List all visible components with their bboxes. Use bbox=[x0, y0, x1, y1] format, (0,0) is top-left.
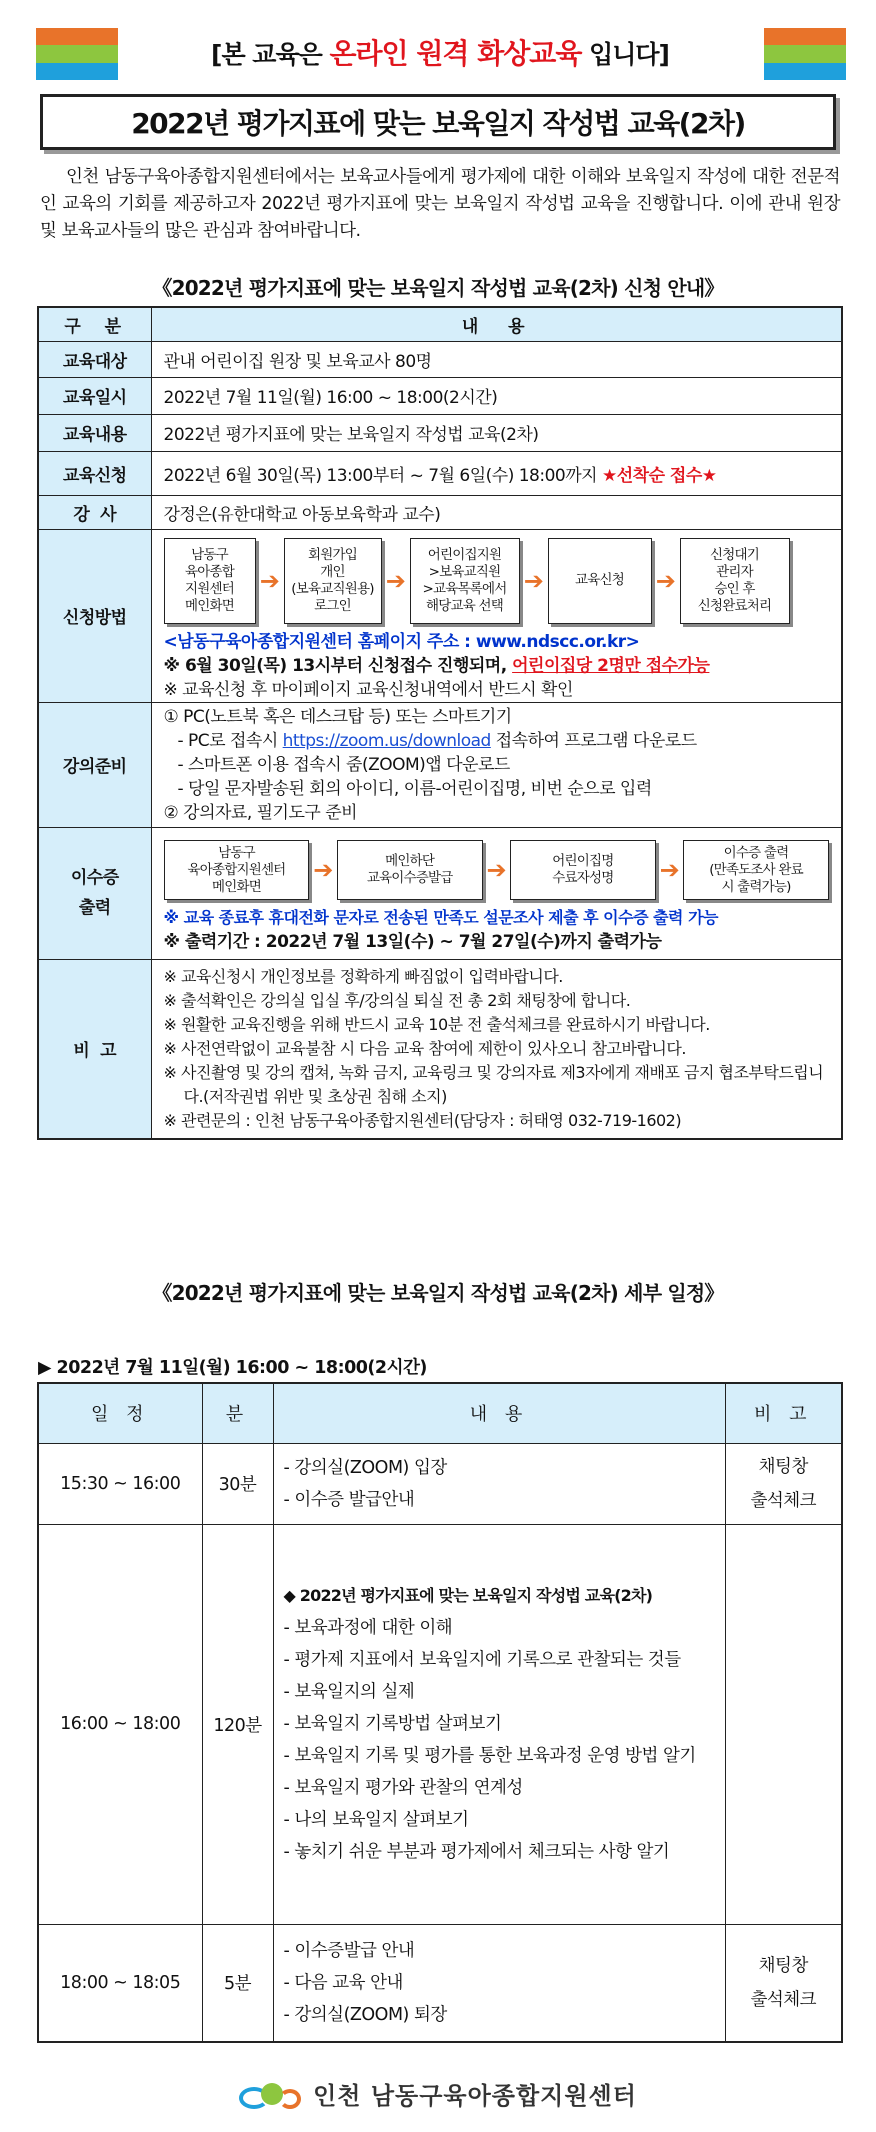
flow-step: 이수증 출력 (만족도조사 완료 시 출력가능) bbox=[683, 840, 829, 900]
intro-paragraph: 인천 남동구육아종합지원센터에서는 보육교사들에게 평가제에 대한 이해와 보육일지 작성에 대한 전문적인 교육의 기회를 제공하고자 2022년 평가지표에 맞는 보육일지 작성법 교육을 진행합니다. 이에 관내 원장 및 보육교사들의 많은 관심과 참여바랍니다. bbox=[40, 167, 840, 241]
schedule-table bbox=[37, 1382, 843, 2043]
schedule-item: - 다음 교육 안내 bbox=[283, 1972, 403, 1993]
schedule-item: - 놓치기 쉬운 부분과 평가제에서 체크되는 사항 알기 bbox=[283, 1842, 670, 1862]
arrow-right-icon: ➔ bbox=[313, 856, 333, 884]
arrow-right-icon: ➔ bbox=[259, 566, 280, 595]
method-note-1: ※ 6월 30일(목) 13시부터 신청접수 진행되며, 어린이집당 2명만 접수가능 bbox=[163, 655, 710, 676]
prep-line: - PC로 접속시 https://zoom.us/download 접속하여 프로그램 다운로드 bbox=[177, 730, 697, 751]
row-label: 강 사 bbox=[38, 495, 151, 529]
schedule-item: - 이수증 발급안내 bbox=[283, 1489, 415, 1510]
flow-step: 남동구 육아종합지원센터 메인화면 bbox=[164, 840, 310, 900]
remark-item: ※ 사전연락없이 교육불참 시 다음 교육 참여에 제한이 있사오니 참고바랍니다. bbox=[163, 1038, 686, 1058]
arrow-right-icon: ➔ bbox=[523, 566, 544, 595]
cert-cell bbox=[151, 827, 842, 959]
minutes-cell: 5분 bbox=[202, 1924, 273, 2042]
minutes-cell: 30분 bbox=[202, 1443, 273, 1524]
flow-step: 교육신청 bbox=[548, 538, 652, 624]
header-note: 비 고 bbox=[725, 1383, 842, 1443]
note-cell bbox=[725, 1524, 842, 1924]
cert-note-2: ※ 출력기간 : 2022년 7월 13일(수) ~ 7월 27일(수)까지 출력가능 bbox=[163, 932, 662, 952]
flow-step: 신청대기 관리자 승인 후 신청완료처리 bbox=[680, 538, 790, 624]
row-label: 신청방법 bbox=[38, 529, 151, 702]
schedule-item: - 평가제 지표에서 보육일지에 기록으로 관찰되는 것들 bbox=[283, 1650, 681, 1670]
content-cell bbox=[273, 1443, 725, 1524]
method-cell bbox=[151, 529, 842, 702]
schedule-item: - 보육과정에 대한 이해 bbox=[283, 1618, 453, 1638]
flow-step: 어린이집명 수료자성명 bbox=[510, 840, 656, 900]
header-minutes: 분 bbox=[202, 1383, 273, 1443]
session-title: ◆ 2022년 평가지표에 맞는 보육일지 작성법 교육(2차) bbox=[283, 1586, 653, 1605]
schedule-date: ▶ 2022년 7월 11일(월) 16:00 ~ 18:00(2시간) bbox=[38, 1358, 427, 1378]
online-banner: [본 교육은 온라인 원격 화상교육 입니다] bbox=[211, 37, 669, 70]
row-label: 이수증 출력 bbox=[38, 827, 151, 959]
row-label: 강의준비 bbox=[38, 702, 151, 827]
decor-stripes-left bbox=[36, 28, 118, 80]
schedule-item: - 보육일지 평가와 관찰의 연계성 bbox=[283, 1778, 523, 1798]
page-title: 2022년 평가지표에 맞는 보육일지 작성법 교육(2차) bbox=[40, 94, 836, 150]
method-note-2: ※ 교육신청 후 마이페이지 교육신청내역에서 반드시 확인 bbox=[163, 679, 573, 700]
arrow-right-icon: ➔ bbox=[655, 566, 676, 595]
remark-item: ※ 출석확인은 강의실 입실 후/강의실 퇴실 전 총 2회 채팅창에 합니다. bbox=[163, 990, 631, 1010]
arrow-right-icon: ➔ bbox=[486, 856, 507, 884]
flow-step: 회원가입 개인 (보육교직원용) 로그인 bbox=[284, 538, 382, 624]
target-value: 관내 어린이집 원장 및 보육교사 80명 bbox=[151, 341, 842, 377]
prep-line: ② 강의자료, 필기도구 준비 bbox=[163, 802, 358, 823]
prep-line: - 당일 문자발송된 회의 아이디, 이름-어린이집명, 비번 순으로 입력 bbox=[177, 778, 652, 799]
schedule-item: - 나의 보육일지 살펴보기 bbox=[283, 1810, 469, 1830]
row-label: 비 고 bbox=[38, 959, 151, 1139]
cert-note-1: ※ 교육 종료후 휴대전화 문자로 전송된 만족도 설문조사 제출 후 이수증 출력 가능 bbox=[163, 908, 718, 927]
row-label: 교육대상 bbox=[38, 341, 151, 377]
remark-item: ※ 관련문의 : 인천 남동구육아종합지원센터(담당자 : 허태영 032-719-1602) bbox=[163, 1110, 682, 1130]
schedule-item: - 보육일지 기록방법 살펴보기 bbox=[283, 1714, 502, 1734]
zoom-download-link[interactable]: https://zoom.us/download bbox=[282, 730, 491, 751]
decor-stripes-right bbox=[764, 28, 846, 80]
section-title-application: 《2022년 평가지표에 맞는 보육일지 작성법 교육(2차) 신청 안내》 bbox=[152, 276, 724, 300]
header-division: 구 분 bbox=[38, 307, 151, 341]
center-logo-icon bbox=[239, 2081, 303, 2113]
note-cell: 채팅창 출석체크 bbox=[725, 1924, 842, 2042]
row-label: 교육신청 bbox=[38, 451, 151, 495]
date-value: 2022년 7월 11일(월) 16:00 ~ 18:00(2시간) bbox=[151, 377, 842, 414]
content-cell bbox=[273, 1524, 725, 1924]
remarks-cell bbox=[151, 959, 842, 1139]
schedule-item: - 강의실(ZOOM) 퇴장 bbox=[283, 2004, 447, 2025]
schedule-item: - 이수증발급 안내 bbox=[283, 1940, 415, 1961]
flow-step: 메인하단 교육이수증발급 bbox=[337, 840, 483, 900]
homepage-address: <남동구육아종합지원센터 홈페이지 주소 : www.ndscc.or.kr> bbox=[163, 631, 640, 652]
time-cell: 18:00 ~ 18:05 bbox=[38, 1924, 202, 2042]
header-content: 내 용 bbox=[151, 307, 842, 341]
section-title-schedule: 《2022년 평가지표에 맞는 보육일지 작성법 교육(2차) 세부 일정》 bbox=[152, 1281, 724, 1305]
content-value: 2022년 평가지표에 맞는 보육일지 작성법 교육(2차) bbox=[151, 414, 842, 451]
schedule-item: - 보육일지의 실제 bbox=[283, 1682, 415, 1702]
application-table bbox=[37, 306, 843, 1140]
remark-item: ※ 사진촬영 및 강의 캡쳐, 녹화 금지, 교육링크 및 강의자료 제3자에게 재배포 금지 협조부탁드립니다.(저작권법 위반 및 초상권 침해 소지) bbox=[163, 1062, 824, 1106]
schedule-item: - 보육일지 기록 및 평가를 통한 보육과정 운영 방법 알기 bbox=[283, 1746, 696, 1766]
arrow-right-icon: ➔ bbox=[659, 856, 680, 884]
footer-org-name: 인천 남동구육아종합지원센터 bbox=[313, 2082, 637, 2110]
row-label: 교육일시 bbox=[38, 377, 151, 414]
header-time: 일 정 bbox=[38, 1383, 202, 1443]
apply-value: 2022년 6월 30일(목) 13:00부터 ~ 7월 6일(수) 18:00까지 ★선착순 접수★ bbox=[151, 451, 842, 495]
header-content: 내 용 bbox=[273, 1383, 725, 1443]
application-flow bbox=[164, 538, 830, 624]
prep-cell bbox=[151, 702, 842, 827]
footer bbox=[0, 2076, 876, 2113]
row-label: 교육내용 bbox=[38, 414, 151, 451]
content-cell bbox=[273, 1924, 725, 2042]
flow-step: 남동구 육아종합 지원센터 메인화면 bbox=[164, 538, 256, 624]
time-cell: 15:30 ~ 16:00 bbox=[38, 1443, 202, 1524]
remark-item: ※ 원활한 교육진행을 위해 반드시 교육 10분 전 출석체크를 완료하시기 바랍니다. bbox=[163, 1014, 710, 1034]
remark-item: ※ 교육신청시 개인정보를 정확하게 빠짐없이 입력바랍니다. bbox=[163, 966, 563, 986]
time-cell: 16:00 ~ 18:00 bbox=[38, 1524, 202, 1924]
certificate-flow bbox=[164, 840, 830, 900]
lecturer-value: 강정은(유한대학교 아동보육학과 교수) bbox=[151, 495, 842, 529]
schedule-item: - 강의실(ZOOM) 입장 bbox=[283, 1457, 447, 1478]
note-cell: 채팅창 출석체크 bbox=[725, 1443, 842, 1524]
first-come-badge: ★선착순 접수★ bbox=[601, 465, 717, 486]
minutes-cell: 120분 bbox=[202, 1524, 273, 1924]
prep-line: - 스마트폰 이용 접속시 줌(ZOOM)앱 다운로드 bbox=[177, 754, 510, 775]
prep-line: ① PC(노트북 혹은 데스크탑 등) 또는 스마트기기 bbox=[163, 706, 512, 727]
flow-step: 어린이집지원 >보육교직원 >교육목록에서 해당교육 선택 bbox=[410, 538, 520, 624]
arrow-right-icon: ➔ bbox=[385, 566, 406, 595]
